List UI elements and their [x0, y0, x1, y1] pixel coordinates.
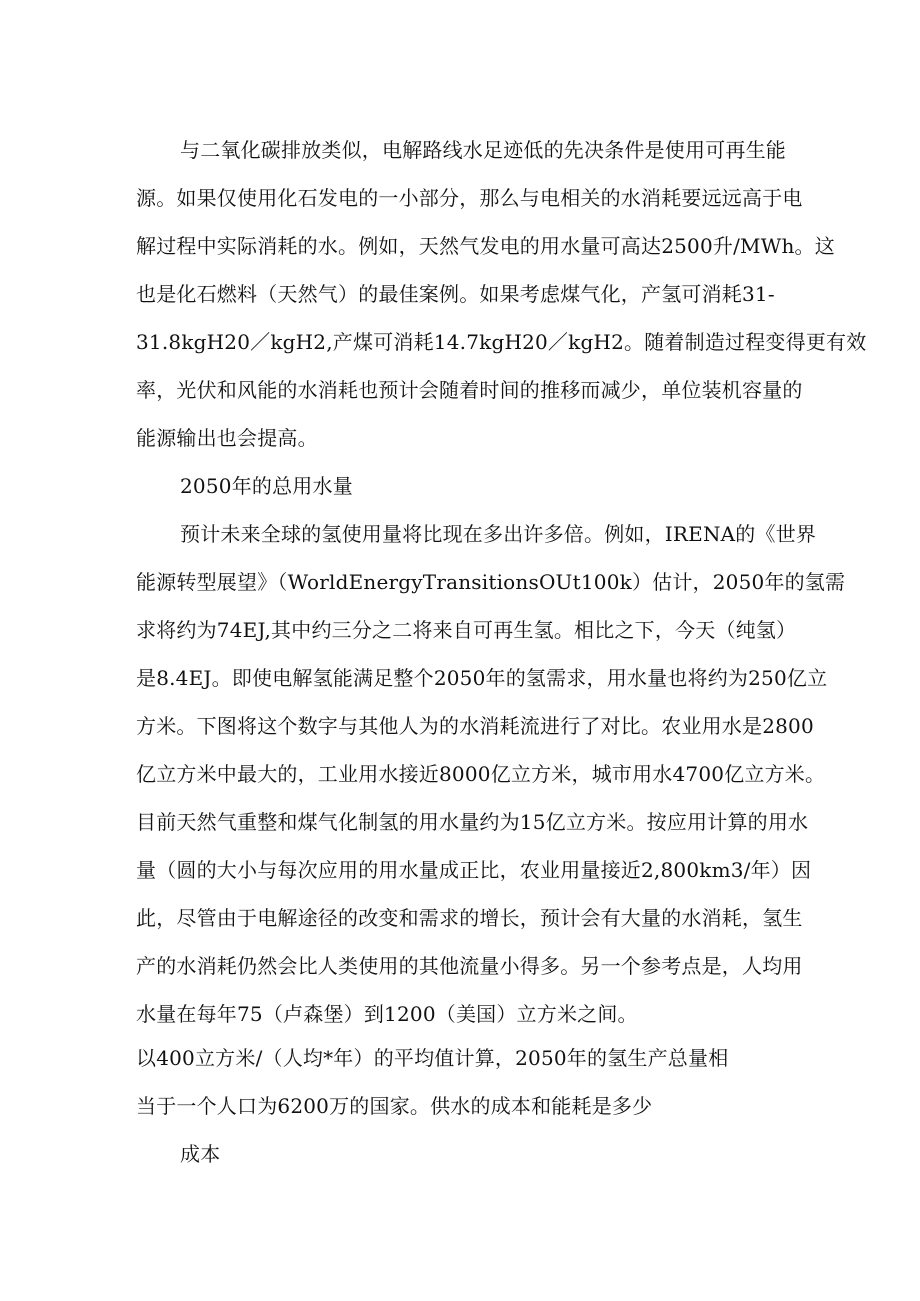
paragraph-1-line-7: 能源输出也会提高。 [136, 426, 318, 450]
paragraph-3-line-2: 当于一个人口为6200万的国家。供水的成本和能耗是多少 [136, 1094, 653, 1118]
paragraph-1-line-5: 31.8kgH20／kgH2,产煤可消耗14.7kgH20／kgH2。随着制造过程变得更有效 [136, 330, 867, 354]
paragraph-2-line-7: 目前天然气重整和煤气化制氢的用水量约为15亿立方米。按应用计算的用水 [136, 810, 809, 834]
section-heading-total-water: 2050年的总用水量 [180, 474, 353, 498]
paragraph-2-line-11: 水量在每年75（卢森堡）到1200（美国）立方米之间。 [136, 1002, 638, 1026]
paragraph-2-line-5: 方米。下图将这个数字与其他人为的水消耗流进行了对比。农业用水是2800 [136, 714, 814, 738]
paragraph-1-line-4: 也是化石燃料（天然气）的最佳案例。如果考虑煤气化，产氢可消耗31- [136, 282, 775, 306]
paragraph-2-line-9: 此，尽管由于电解途径的改变和需求的增长，预计会有大量的水消耗，氢生 [136, 906, 803, 930]
paragraph-2-line-6: 亿立方米中最大的，工业用水接近8000亿立方米，城市用水4700亿立方米。 [136, 762, 826, 786]
paragraph-1-line-3: 解过程中实际消耗的水。例如，天然气发电的用水量可高达2500升/MWh。这 [136, 234, 835, 258]
paragraph-3-line-1: 以400立方米/（人均*年）的平均值计算，2050年的氢生产总量相 [136, 1046, 729, 1070]
paragraph-2-line-8: 量（圆的大小与每次应用的用水量成正比，农业用量接近2,800km3/年）因 [136, 858, 812, 882]
section-heading-cost: 成本 [180, 1142, 221, 1166]
paragraph-2-line-1: 预计未来全球的氢使用量将比现在多出许多倍。例如，IRENA的《世界 [180, 522, 817, 546]
paragraph-2-line-4: 是8.4EJ。即使电解氢能满足整个2050年的氢需求，用水量也将约为250亿立 [136, 666, 828, 690]
paragraph-2-line-2: 能源转型展望》（WorldEnergyTransitionsOUt100k）估计，2050年的氢需 [136, 570, 846, 594]
paragraph-1-line-6: 率，光伏和风能的水消耗也预计会随着时间的推移而减少，单位装机容量的 [136, 378, 803, 402]
paragraph-1-line-1: 与二氧化碳排放类似，电解路线水足迹低的先决条件是使用可再生能 [180, 138, 786, 162]
paragraph-2-line-3: 求将约为74EJ,其中约三分之二将来自可再生氢。相比之下，今天（纯氢） [136, 618, 797, 642]
paragraph-1-line-2: 源。如果仅使用化石发电的一小部分，那么与电相关的水消耗要远远高于电 [136, 186, 803, 210]
paragraph-2-line-10: 产的水消耗仍然会比人类使用的其他流量小得多。另一个参考点是，人均用 [136, 954, 803, 978]
